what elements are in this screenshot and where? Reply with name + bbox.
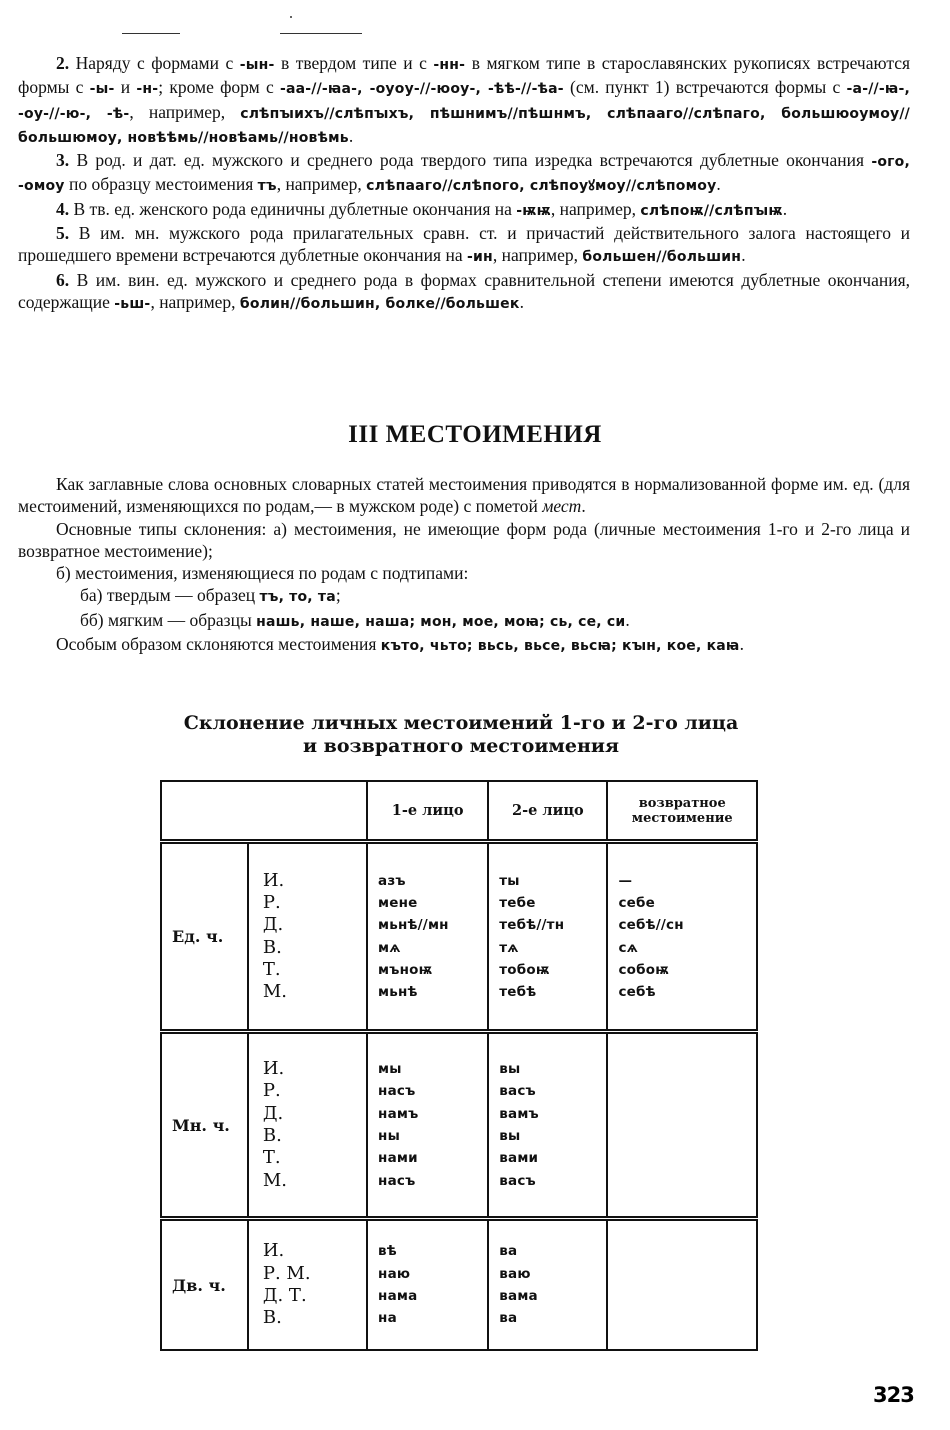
form-entry: вама [499, 1288, 538, 1304]
header-second-person: 2-е лицо [488, 781, 607, 842]
header-empty [161, 781, 367, 842]
mark-abbreviation: мест [542, 496, 582, 517]
speck [290, 16, 292, 18]
reflexive-forms [607, 1219, 757, 1351]
note-number: 2. [56, 53, 70, 73]
top-rule-right [280, 33, 362, 34]
form-entry: — [618, 872, 633, 889]
form-entry: ваю [499, 1265, 531, 1282]
form-entry: вѣ [378, 1243, 397, 1260]
form-entry: себѣ//сн [618, 917, 684, 934]
types-a: Основные типы склонения: а) местоимения, не имеющие форм рода (личные местоимения 1-го и 2-го лица и возвратное местоимение); [18, 518, 910, 561]
form-entry: ты [499, 872, 520, 889]
special-text: Особым образом склоняются местоимения [56, 634, 381, 655]
case-label: Т. [262, 958, 281, 980]
text-segment: . [519, 291, 524, 312]
form-entry: ва [499, 1310, 518, 1327]
types-ba-forms: тъ, то, та [259, 589, 336, 606]
text-segment: и [114, 77, 137, 98]
number-label: Дв. ч. [161, 1219, 248, 1351]
text-segment: Наряду с формами с [75, 53, 240, 73]
page-number: 323 [873, 1383, 914, 1407]
header-reflexive-line1: возвратное [638, 795, 726, 811]
note-2 [18, 52, 910, 149]
special-end: . [739, 634, 744, 655]
text-segment: . [782, 198, 788, 219]
first-person-forms [367, 1219, 488, 1351]
text-segment: по образцу местоимения [64, 174, 258, 195]
form-entry: себѣ [618, 984, 656, 1001]
form-entry: васъ [499, 1172, 536, 1189]
text-segment: В род. и дат. ед. мужского и среднего рода твердого типа изредка встречаются дублетные окончания [76, 150, 872, 171]
special-forms: къто, чьто; вьсь, вьсе, вьсꙗ; кꙑн, кое, каꙗ [380, 638, 740, 655]
types-bb-end: . [625, 609, 630, 630]
table-header-row [161, 781, 757, 842]
note-number: 6. [56, 269, 70, 290]
form-entry: насъ [378, 1083, 416, 1100]
header-reflexive [607, 781, 757, 842]
types-bb-forms: нашь, наше, наша; мон, мое, моꙗ; сь, се, си [256, 613, 626, 630]
types-bb-label: бб) мягким — образцы [80, 609, 257, 630]
top-rule-left [122, 33, 180, 34]
form-entry: вами [499, 1150, 539, 1167]
text-segment: , например, [150, 291, 240, 312]
note-body [74, 199, 788, 219]
ocs-form: -ын- [239, 57, 275, 73]
second-person-forms [488, 842, 607, 1032]
case-label: В. [262, 1307, 282, 1329]
text-segment: в мягком типе в старославянских рукописях встречаются формы с [18, 53, 911, 98]
intro-end: . [581, 496, 586, 517]
ocs-form: слѣпꙑихъ//слѣпꙑхъ, пѣшнимъ//пѣшнмъ, слѣпааго//слѣпаго, большюоумоу//большюмоу, новѣѣмь//новѣамь//новѣмь [18, 105, 910, 146]
case-label: В. [262, 1125, 282, 1146]
form-entry: васъ [499, 1083, 536, 1100]
text-segment: В им. вин. ед. мужского и среднего рода в формах сравнительной степени имеются дублетные окончания, содержащие [18, 269, 910, 312]
form-entry: намъ [378, 1105, 419, 1122]
types-ba-end: ; [335, 585, 341, 606]
text-segment: . [348, 125, 354, 146]
ocs-form: -ѭѭ [516, 202, 551, 219]
form-entry: вы [499, 1061, 521, 1078]
case-list [248, 1032, 367, 1219]
table-row-dual [161, 1219, 757, 1351]
form-entry: вы [499, 1128, 521, 1144]
note-6 [18, 269, 910, 316]
ocs-form: -ого, -омоу [18, 154, 911, 195]
case-label: И. [262, 1240, 285, 1262]
ocs-form: тъ [257, 178, 277, 195]
form-entry: азъ [378, 872, 406, 889]
types-ba-label: ба) твердым — образец [80, 585, 260, 606]
form-entry: насъ [378, 1172, 416, 1189]
text-segment: , например, [276, 174, 367, 195]
text-segment: В тв. ед. женского рода единичны дублетные окончания на [73, 198, 517, 219]
number-label: Ед. ч. [161, 842, 248, 1032]
types-bb [18, 609, 910, 633]
case-label: Р. [262, 1080, 281, 1102]
table-row-singular [161, 842, 757, 1032]
form-entry: ны [378, 1128, 400, 1144]
first-person-forms [367, 1032, 488, 1219]
case-list [248, 842, 367, 1032]
note-5 [18, 222, 910, 269]
section-title: III МЕСТОИМЕНИЯ [348, 421, 602, 448]
declension-table [160, 780, 758, 1351]
table-title [0, 712, 922, 758]
case-label: Т. [262, 1147, 281, 1169]
form-entry: тобоѭ [499, 961, 550, 978]
ocs-form: -ьш- [114, 295, 151, 312]
case-label: Р. [262, 891, 281, 913]
form-entry: сѧ [618, 939, 639, 956]
case-label: В. [262, 936, 282, 958]
case-label: Р. М. [262, 1262, 311, 1284]
form-entry: нама [378, 1288, 418, 1304]
case-label: М. [262, 981, 288, 1003]
text-segment: . [741, 245, 746, 266]
form-entry: мене [378, 894, 418, 911]
note-3 [18, 149, 910, 198]
ocs-form: -ин [466, 249, 493, 266]
text-segment: в твердом типе и с [274, 53, 434, 73]
types-b: б) местоимения, изменяющиеся по родам с подтипами: [56, 563, 469, 584]
ocs-form: -нн- [433, 57, 466, 73]
text-segment: , например, [129, 101, 241, 122]
special-paragraph [18, 633, 910, 657]
form-entry: тебѣ [499, 984, 537, 1001]
form-entry: тебѣ//тн [499, 917, 565, 934]
ocs-form: -н- [136, 81, 159, 98]
types-ba [18, 584, 910, 608]
reflexive-forms [607, 1032, 757, 1219]
note-body [18, 223, 910, 265]
note-body [18, 53, 910, 146]
ocs-form: -а-//-ꙗ-, -оу-//-ю-, -ѣ- [18, 81, 910, 122]
table-title-line1: Склонение личных местоимений 1-го и 2-го лица [183, 712, 739, 734]
reflexive-forms [607, 842, 757, 1032]
form-entry: мы [378, 1061, 402, 1078]
form-entry: мѧ [378, 939, 401, 956]
text-segment: (см. пункт 1) встречаются формы с [563, 77, 847, 98]
table-row-plural [161, 1032, 757, 1219]
ocs-form: слѣпоѭ//слѣпꙑѭ [640, 202, 783, 219]
text-segment: В им. мн. мужского рода прилагательных сравн. ст. и причастий действительного залога настоящего и прошедшего времени встречаются дублетные окончания на [18, 223, 911, 266]
form-entry: наю [378, 1265, 411, 1282]
header-reflexive-line2: местоимение [631, 810, 733, 826]
table-title-line2: и возвратного местоимения [302, 735, 620, 757]
note-body [18, 150, 910, 194]
note-number: 5. [56, 223, 70, 244]
text-segment: , например, [492, 245, 583, 266]
note-number: 3. [56, 150, 70, 171]
text-segment: . [716, 174, 721, 195]
ocs-form: болин//большин, болке//большек [239, 295, 520, 312]
note-body [18, 270, 910, 312]
form-entry: на [378, 1310, 397, 1327]
second-person-forms [488, 1219, 607, 1351]
case-label: И. [262, 1058, 285, 1080]
case-label: Д. [262, 1102, 284, 1124]
case-list [248, 1219, 367, 1351]
second-person-forms [488, 1032, 607, 1219]
case-label: М. [262, 1169, 288, 1191]
number-label: Мн. ч. [161, 1032, 248, 1219]
note-4 [18, 198, 910, 222]
form-entry: ва [499, 1243, 518, 1260]
note-number: 4. [56, 198, 70, 219]
ocs-form: -ы- [89, 81, 115, 98]
ocs-form: слѣпааго//слѣпого, слѣпоуꙋмоу//слѣпомоу [366, 178, 717, 195]
case-label: Д. Т. [262, 1285, 307, 1306]
ocs-form: -аа-//-ꙗа-, -оуоу-//-юоу-, -ѣѣ-//-ѣа- [279, 81, 564, 98]
case-label: Д. [262, 914, 284, 936]
text-segment: ; кроме форм с [158, 77, 280, 98]
header-first-person: 1-е лицо [367, 781, 488, 842]
form-entry: мьнѣ [378, 984, 418, 1001]
form-entry: мьнѣ//мн [378, 917, 449, 934]
form-entry: тѧ [499, 939, 519, 956]
form-entry: мъноѭ [378, 961, 433, 978]
intro-text: Как заглавные слова основных словарных статей местоимения приводятся в нормализованной форме им. ед. (для местоимений, изменяющихся по родам,— в мужском роде) с пометой [18, 474, 910, 517]
form-entry: собоѭ [618, 961, 670, 978]
form-entry: нами [378, 1150, 418, 1167]
form-entry: вамъ [499, 1105, 539, 1122]
first-person-forms [367, 842, 488, 1032]
intro-paragraph [18, 473, 910, 518]
form-entry: себе [618, 894, 655, 911]
ocs-form: большен//большин [582, 249, 742, 266]
form-entry: тебе [499, 894, 536, 911]
case-label: И. [262, 869, 285, 891]
text-segment: , например, [550, 198, 641, 219]
section-intro [18, 473, 910, 657]
notes-block [18, 52, 910, 315]
